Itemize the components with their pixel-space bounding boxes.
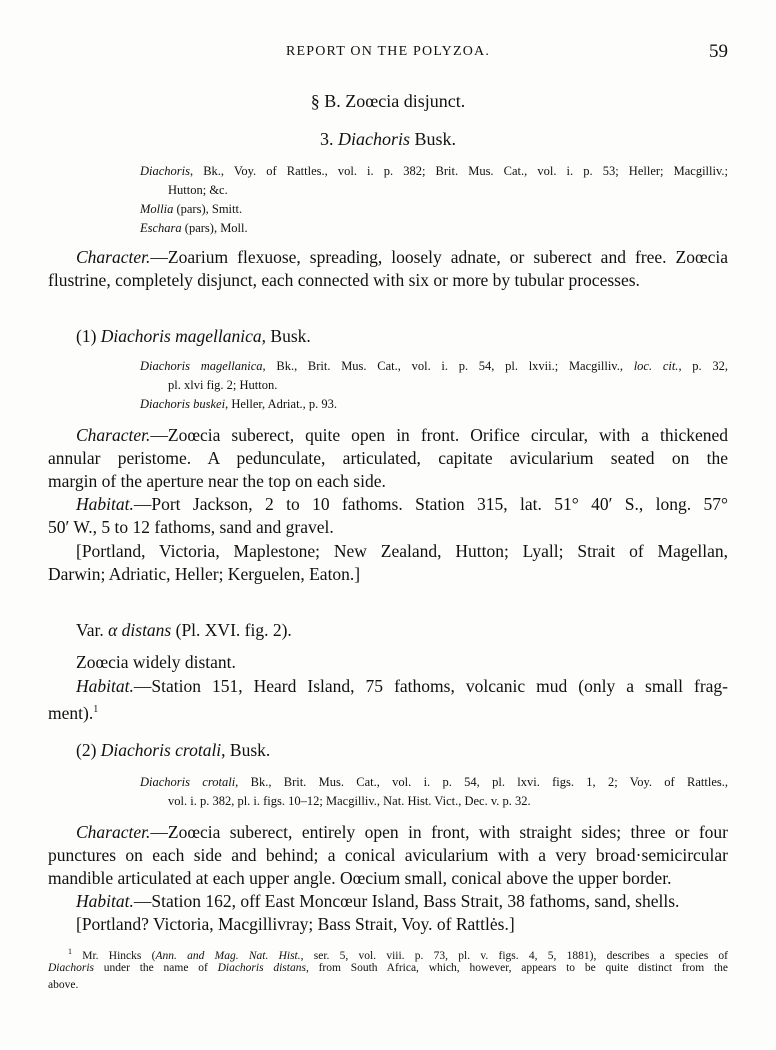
genus-character-line-1: Character.—Zoarium flexuose, spreading, loosely adnate, or suberect and free. Zoœcia: [76, 247, 728, 267]
species-2-character-3: mandible articulated at each upper angle. Oœcium small, conical above the upper border.: [48, 868, 672, 888]
footnote-line-2: Diachoris under the name of Diachoris distans, from South Africa, which, however, appears to be quite distinct from the: [48, 962, 729, 974]
footnote-reference: 1: [93, 704, 99, 715]
species-1-synonym-2: pl. xlvi fig. 2; Hutton.: [168, 378, 278, 392]
species-1-character-2: annular peristome. A pedunculate, articulated, capitate avicularium seated on the: [48, 448, 728, 468]
species-2-habitat: Habitat.—Station 162, off East Moncœur Island, Bass Strait, 38 fathoms, sand, shells.: [76, 891, 680, 911]
species-1-habitat-2: 50′ W., 5 to 12 fathoms, sand and gravel.: [48, 517, 334, 537]
species-1-synonym-3: Diachoris buskei, Heller, Adriat., p. 93.: [140, 397, 338, 411]
species-2-synonym-2: vol. i. p. 382, pl. i. figs. 10–12; Macgilliv., Nat. Hist. Vict., Dec. v. p. 32.: [168, 794, 531, 808]
species-2-character-2: punctures on each side and behind; a conical avicularium with a very broad·semicircular: [48, 845, 728, 865]
genus-synonym-line-3: Mollia (pars), Smitt.: [140, 202, 243, 216]
genus-synonym-line-1: Diachoris, Bk., Voy. of Rattles., vol. i. p. 382; Brit. Mus. Cat., vol. i. p. 53; Heller; Macgilliv.;: [140, 164, 728, 178]
section-heading: § B. Zoœcia disjunct.: [310, 91, 466, 111]
species-1-character-3: margin of the aperture near the top on each side.: [48, 471, 386, 491]
species-2-character-1: Character.—Zoœcia suberect, entirely open in front, with straight sides; three or four: [76, 822, 728, 842]
genus-character-line-2: flustrine, completely disjunct, each connected with six or more by tubular processes.: [48, 270, 640, 290]
page-number: 59: [709, 41, 728, 62]
genus-synonym-line-2: Hutton; &c.: [168, 183, 228, 197]
genus-synonym-line-4: Eschara (pars), Moll.: [140, 221, 248, 235]
genus-heading: 3. Diachoris Busk.: [319, 129, 456, 149]
footnote-line-3: above.: [48, 979, 79, 991]
species-1-character-1: Character.—Zoœcia suberect, quite open in front. Orifice circular, with a thickened: [76, 425, 728, 445]
species-1-synonym-1: Diachoris magellanica, Bk., Brit. Mus. Cat., vol. i. p. 54, pl. lxvii.; Macgilliv., loc. cit., p. 32,: [140, 359, 728, 373]
variety-heading: Var. α distans (Pl. XVI. fig. 2).: [76, 620, 292, 640]
species-1-habitat-1: Habitat.—Port Jackson, 2 to 10 fathoms. Station 315, lat. 51° 40′ S., long. 57°: [76, 494, 728, 514]
footnote-line-1: $^1$ Mr. Hincks (Ann. and Mag. Nat. Hist., ser. 5, vol. viii. p. 73, pl. v. figs. 4, 5, 1881), describes a species of: [68, 947, 728, 962]
species-1-distribution-1: [Portland, Victoria, Maplestone; New Zealand, Hutton; Lyall; Strait of Magellan,: [76, 541, 728, 561]
running-header: REPORT ON THE POLYZOA.: [285, 44, 491, 59]
variety-habitat-1: Habitat.—Station 151, Heard Island, 75 fathoms, volcanic mud (only a small frag-: [76, 676, 728, 696]
species-1-heading: (1) Diachoris magellanica, Busk.: [76, 326, 311, 346]
species-2-heading: (2) Diachoris crotali, Busk.: [76, 740, 271, 760]
species-2-distribution: [Portland? Victoria, Macgillivray; Bass Strait, Voy. of Rattlės.]: [76, 914, 515, 934]
species-2-synonym-1: Diachoris crotali, Bk., Brit. Mus. Cat., vol. i. p. 54, pl. lxvi. figs. 1, 2; Voy. of Rattles.,: [140, 775, 728, 789]
variety-habitat-2: ment).$^1$: [48, 702, 99, 723]
variety-description: Zoœcia widely distant.: [76, 652, 236, 672]
species-1-distribution-2: Darwin; Adriatic, Heller; Kerguelen, Eaton.]: [48, 564, 361, 584]
